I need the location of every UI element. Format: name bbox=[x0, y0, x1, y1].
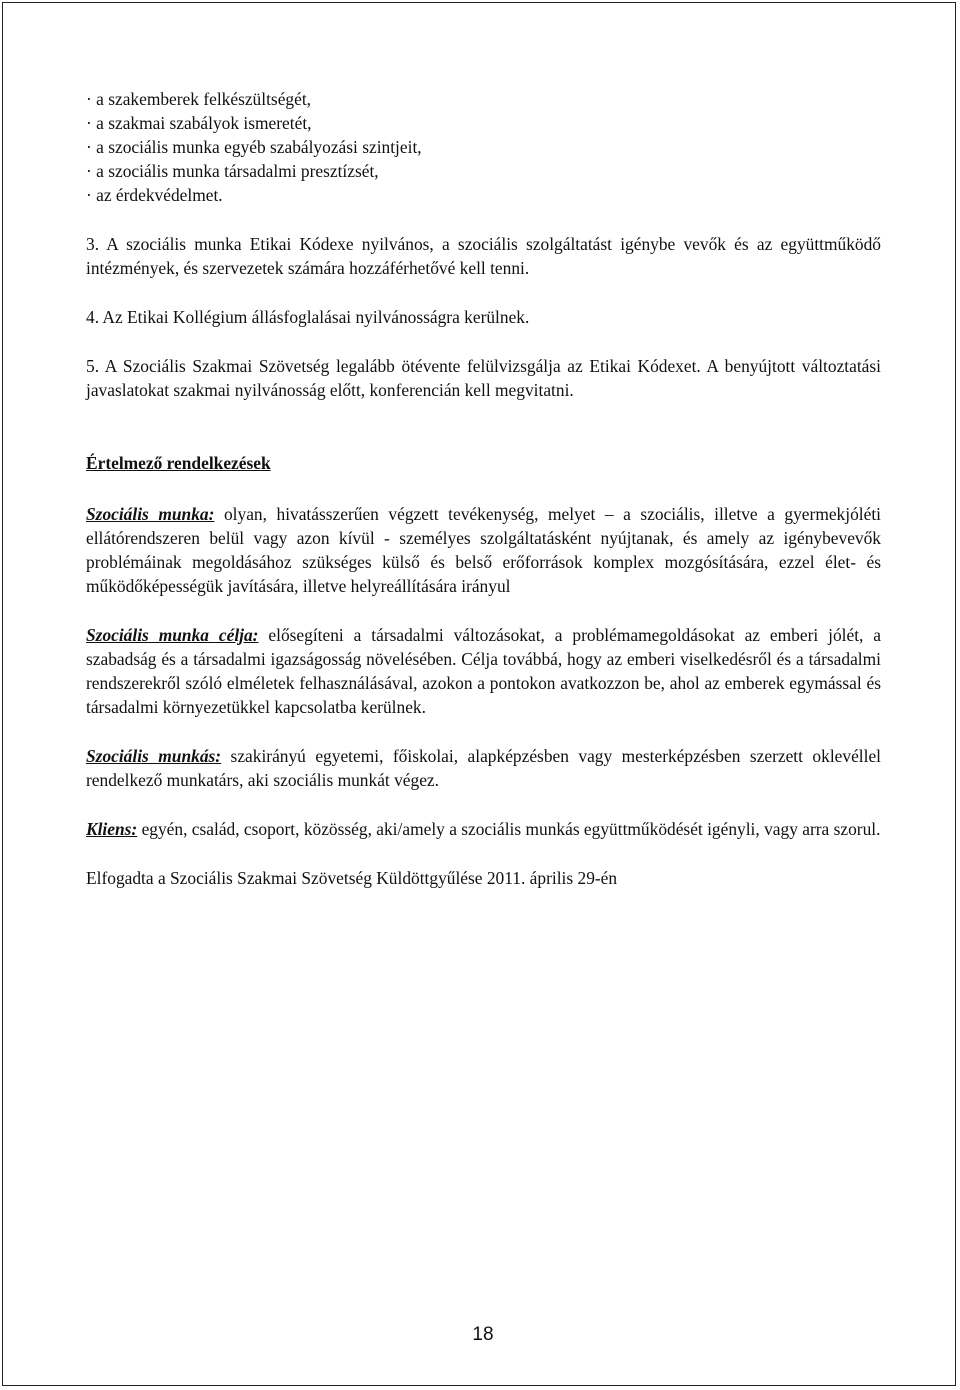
list-item: · a szociális munka társadalmi presztízsét, bbox=[86, 161, 379, 181]
page-number: 18 bbox=[472, 1324, 494, 1345]
page-content bbox=[86, 87, 881, 890]
closing-statement: Elfogadta a Szociális Szakmai Szövetség Küldöttgyűlése 2011. április 29-én bbox=[86, 868, 618, 888]
bullet-list bbox=[86, 87, 881, 207]
definition-social-work bbox=[86, 502, 881, 598]
paragraph-item-5: 5. A Szociális Szakmai Szövetség legalább ötévente felülvizsgálja az Etikai Kódexet. A benyújtott változtatási javaslatokat szakmai nyilvánosság előtt, konferencián kell megvitatni. bbox=[86, 356, 881, 400]
list-item: · a szakmai szabályok ismeretét, bbox=[86, 113, 312, 133]
list-item: · a szakemberek felkészültségét, bbox=[86, 89, 311, 109]
list-item: · az érdekvédelmet. bbox=[86, 185, 223, 205]
definition-social-worker bbox=[86, 744, 881, 792]
definition-text: elősegíteni a társadalmi változásokat, a problémamegoldásokat az emberi jólét, a szabadság és a társadalmi igazságosság növelésében. Célja továbbá, hogy az emberi viselkedésről és a társadalmi rendszerekről szóló elméletek felhasználásával, azokon a pontokon avatkozzon be, ahol az emberek egymással és társadalmi környezetükkel kapcsolatba kerülnek. bbox=[86, 625, 881, 717]
paragraph-item-3: 3. A szociális munka Etikai Kódexe nyilvános, a szociális szolgáltatást igénybe vevők és az együttműködő intézmények, és szervezetek számára hozzáférhetővé kell tenni. bbox=[86, 234, 881, 278]
definition-text: szakirányú egyetemi, főiskolai, alapképzésben vagy mesterképzésben szerzett oklevéllel rendelkező munkatárs, aki szociális munkát végez. bbox=[86, 746, 881, 790]
definition-term: Kliens: bbox=[86, 819, 138, 839]
definition-client bbox=[86, 817, 881, 841]
document-page bbox=[2, 2, 956, 1386]
definition-text: egyén, család, csoport, közösség, aki/amely a szociális munkás együttműködését igényli, vagy arra szorul. bbox=[137, 819, 881, 839]
section-heading: Értelmező rendelkezések bbox=[86, 453, 271, 473]
list-item: · a szociális munka egyéb szabályozási szintjeit, bbox=[86, 137, 422, 157]
definition-term: Szociális munkás: bbox=[86, 746, 222, 766]
definition-term: Szociális munka: bbox=[86, 504, 215, 524]
paragraph-item-4: 4. Az Etikai Kollégium állásfoglalásai nyilvánosságra kerülnek. bbox=[86, 307, 530, 327]
definition-social-work-goal bbox=[86, 623, 881, 719]
definition-term: Szociális munka célja: bbox=[86, 625, 259, 645]
definition-text: olyan, hivatásszerűen végzett tevékenység, melyet – a szociális, illetve a gyermekjóléti ellátórendszeren belül vagy azon kívül - személyes szolgáltatásként nyújtanak, és amely az igénybevevők problémáinak megoldásához szükséges külső és belső erőforrások komplex mozgósítására, ezzel élet- és működőképességük javítására, illetve helyreállítására irányul bbox=[86, 504, 881, 596]
